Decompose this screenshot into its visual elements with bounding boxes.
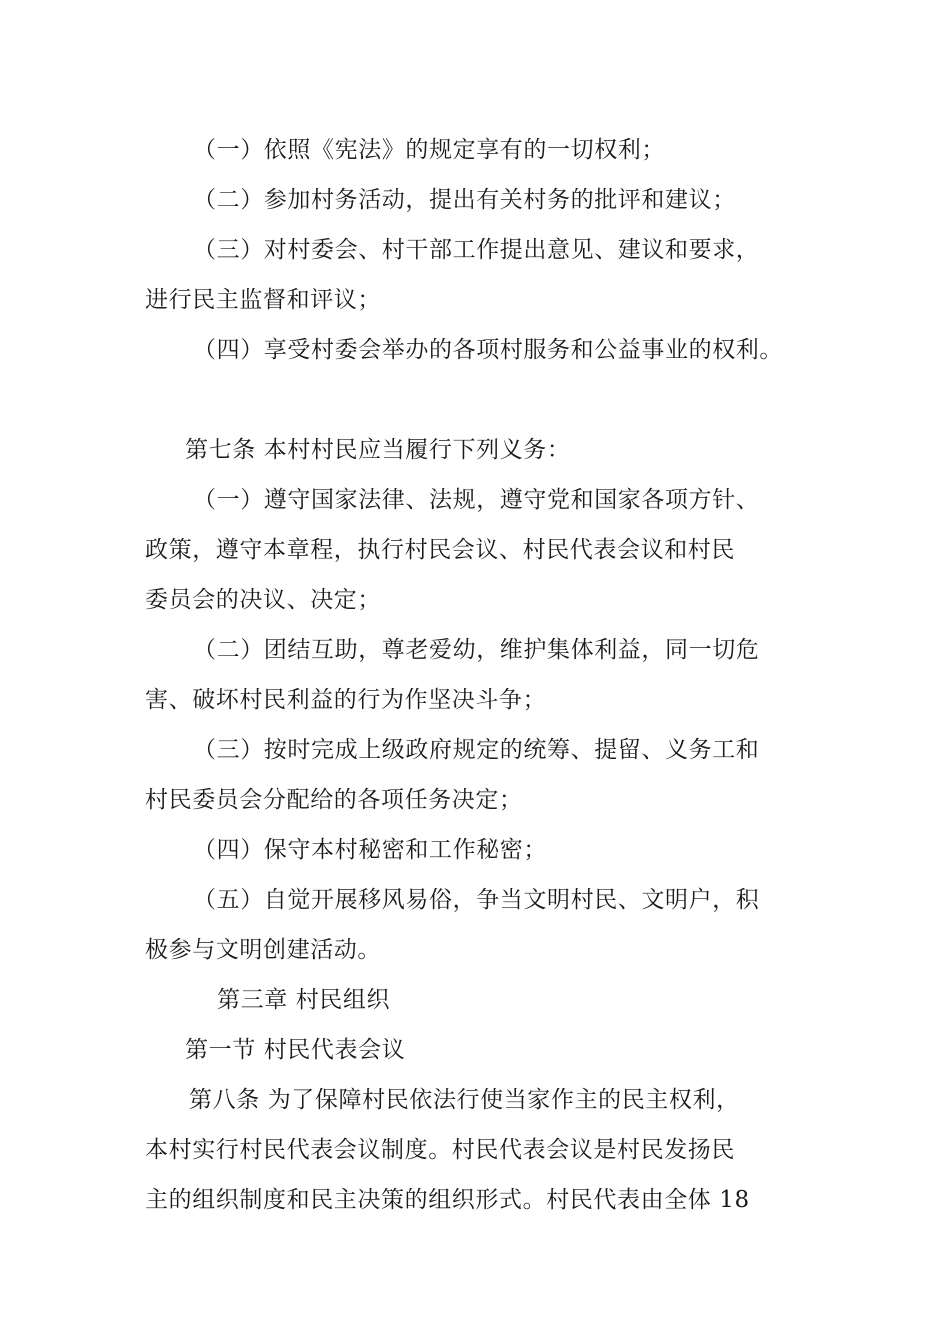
- duty-item-5: （五）自觉开展移风易俗，争当文明村民、文明户，积: [193, 887, 760, 913]
- duty-item-3: （三）按时完成上级政府规定的统筹、提留、义务工和: [193, 737, 760, 763]
- duty-item-1-continuation-a: 政策，遵守本章程，执行村民会议、村民代表会议和村民: [145, 537, 735, 563]
- duty-item-5-continuation: 极参与文明创建活动。: [145, 937, 381, 963]
- duty-item-2: （二）团结互助，尊老爱幼，维护集体利益，同一切危: [193, 637, 760, 663]
- right-item-3: （三）对村委会、村干部工作提出意见、建议和要求，: [193, 237, 760, 263]
- article-8-continuation-b: 主的组织制度和民主决策的组织形式。村民代表由全体 18: [145, 1187, 750, 1213]
- article-8-continuation-a: 本村实行村民代表会议制度。村民代表会议是村民发扬民: [145, 1137, 735, 1163]
- duty-item-3-continuation: 村民委员会分配给的各项任务决定；: [145, 787, 523, 813]
- article-7-heading: 第七条 本村村民应当履行下列义务：: [185, 437, 571, 463]
- chapter-3-heading: 第三章 村民组织: [217, 987, 391, 1013]
- right-item-3-continuation: 进行民主监督和评议；: [145, 287, 381, 313]
- right-item-4: （四）享受村委会举办的各项村服务和公益事业的权利。: [193, 337, 783, 363]
- right-item-1: （一）依照《宪法》的规定享有的一切权利；: [193, 137, 665, 163]
- duty-item-2-continuation: 害、破坏村民利益的行为作坚决斗争；: [145, 687, 547, 713]
- section-1-heading: 第一节 村民代表会议: [185, 1037, 406, 1063]
- duty-item-4: （四）保守本村秘密和工作秘密；: [193, 837, 547, 863]
- article-8-paragraph: 第八条 为了保障村民依法行使当家作主的民主权利，: [189, 1087, 740, 1113]
- right-item-2: （二）参加村务活动，提出有关村务的批评和建议；: [193, 187, 736, 213]
- duty-item-1: （一）遵守国家法律、法规，遵守党和国家各项方针、: [193, 487, 760, 513]
- duty-item-1-continuation-b: 委员会的决议、决定；: [145, 587, 381, 613]
